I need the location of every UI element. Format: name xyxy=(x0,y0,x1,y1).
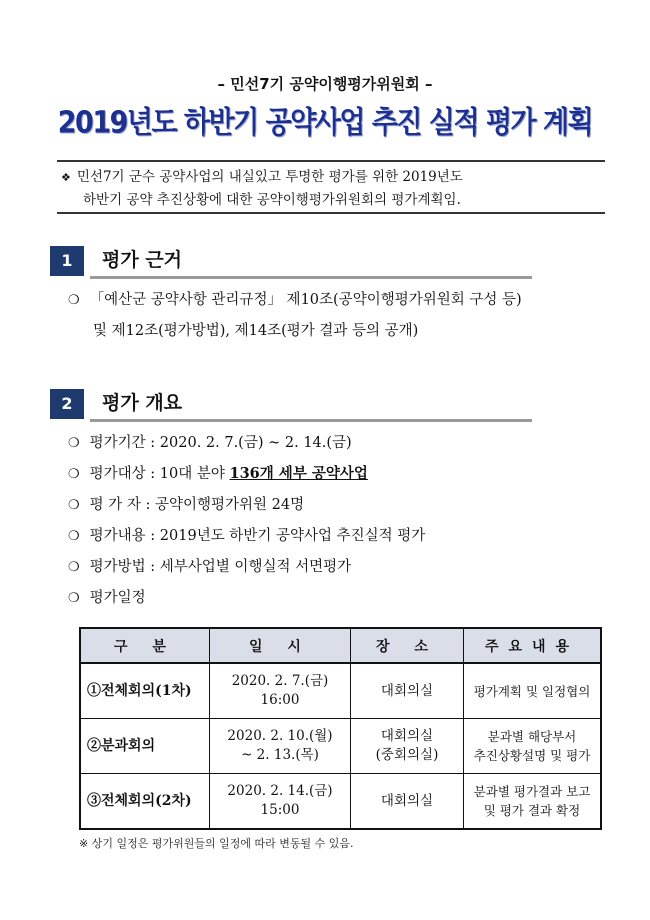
row-content-line-1: 분과별 평가결과 보고 xyxy=(473,784,591,799)
method-text: 평가방법 : 세부사업별 이행실적 서면평가 xyxy=(89,559,352,575)
row-category: ①전체회의(1차) xyxy=(80,663,210,719)
row-date xyxy=(210,774,351,830)
table-row xyxy=(80,719,601,774)
row-content xyxy=(464,663,602,719)
row-content-line-1: 평가계획 및 일정협의 xyxy=(473,683,591,699)
table-row xyxy=(80,663,601,719)
section-1-underline xyxy=(90,276,532,279)
list-item xyxy=(68,583,425,614)
section-2-header xyxy=(50,389,532,421)
row-category: ②분과회의 xyxy=(80,719,210,774)
content-text: 평가내용 : 2019년도 하반기 공약사업 추진실적 평가 xyxy=(89,528,426,544)
section-1-text-1: 「예산군 공약사항 관리규정」 제10조(공약이행평가위원회 구성 등) xyxy=(89,292,522,308)
circle-bullet-icon: ❍ xyxy=(68,591,80,606)
row-content-line-2: 및 평가 결과 확정 xyxy=(483,803,581,818)
circle-bullet-icon: ❍ xyxy=(68,529,80,544)
list-item xyxy=(68,459,425,490)
section-2-underline xyxy=(90,419,532,422)
section-1-paragraph xyxy=(68,285,522,346)
section-1-line-1 xyxy=(68,285,522,316)
section-2-list xyxy=(68,428,425,614)
list-item xyxy=(68,490,425,521)
row-date xyxy=(210,719,351,774)
table-row xyxy=(80,774,601,830)
row-content-line-2: 추진상황설명 및 평가 xyxy=(473,748,591,763)
row-place xyxy=(351,663,464,719)
summary-text-2: 하반기 공약 추진상황에 대한 공약이행평가위원회의 평가계획임. xyxy=(83,192,461,208)
row-date xyxy=(210,663,351,719)
row-content xyxy=(464,719,602,774)
section-1-header xyxy=(50,246,532,278)
row-date-line-1: 2020. 2. 14.(금) xyxy=(227,783,333,799)
column-header: 일 시 xyxy=(210,628,351,663)
circle-bullet-icon: ❍ xyxy=(68,498,80,513)
page-title: 2019년도 하반기 공약사업 추진 실적 평가 계획 xyxy=(57,105,593,141)
row-content xyxy=(464,774,602,830)
schedule-text: 평가일정 xyxy=(89,590,146,606)
row-place-line-1: 대회의실 xyxy=(380,792,434,809)
circle-bullet-icon: ❍ xyxy=(68,436,80,451)
list-item xyxy=(68,428,425,459)
row-place xyxy=(351,719,464,774)
footnote: ※ 상기 일정은 평가위원들의 일정에 따라 변동될 수 있음. xyxy=(79,837,354,850)
period-text: 평가기간 : 2020. 2. 7.(금) ~ 2. 14.(금) xyxy=(89,435,352,451)
row-date-line-1: 2020. 2. 7.(금) xyxy=(231,673,329,689)
section-2-number: 2 xyxy=(50,389,84,419)
circle-bullet-icon: ❍ xyxy=(68,293,80,308)
row-date-line-2: 16:00 xyxy=(260,692,300,708)
table-header-row xyxy=(80,628,601,663)
column-header: 구 분 xyxy=(80,628,210,663)
section-1-text-2: 및 제12조(평가방법), 제14조(평가 결과 등의 공개) xyxy=(93,323,419,339)
row-date-line-2: 15:00 xyxy=(260,802,300,818)
row-place xyxy=(351,774,464,830)
column-header: 장 소 xyxy=(351,628,464,663)
row-date-line-2: ~ 2. 13.(목) xyxy=(241,747,319,763)
target-emphasis: 136개 세부 공약사업 xyxy=(229,465,368,482)
section-1-number: 1 xyxy=(50,246,84,276)
section-1-title: 평가 근거 xyxy=(102,249,183,271)
summary-line-1 xyxy=(61,166,605,189)
committee-subtitle: – 민선7기 공약이행평가위원회 – xyxy=(217,75,433,93)
row-category: ③전체회의(2차) xyxy=(80,774,210,830)
list-item xyxy=(68,552,425,583)
circle-bullet-icon: ❍ xyxy=(68,560,80,575)
schedule-table xyxy=(79,627,602,830)
list-item xyxy=(68,521,425,552)
row-place-line-1: 대회의실 xyxy=(380,728,434,744)
evaluator-text: 평 가 자 : 공약이행평가위원 24명 xyxy=(89,497,305,513)
circle-bullet-icon: ❍ xyxy=(68,467,80,482)
column-header: 주요내용 xyxy=(464,628,602,663)
row-place-line-1: 대회의실 xyxy=(380,682,434,699)
diamond-bullet-icon: ❖ xyxy=(61,171,71,184)
summary-text-1: 민선7기 군수 공약사업의 내실있고 투명한 평가를 위한 2019년도 xyxy=(76,169,463,185)
row-date-line-1: 2020. 2. 10.(월) xyxy=(227,728,333,744)
target-text: 평가대상 : 10대 분야 xyxy=(89,466,230,482)
section-2-title: 평가 개요 xyxy=(102,392,183,414)
summary-box xyxy=(57,160,605,214)
row-place-line-2: (중회의실) xyxy=(375,747,439,763)
row-content-line-1: 분과별 해당부서 xyxy=(487,729,577,744)
